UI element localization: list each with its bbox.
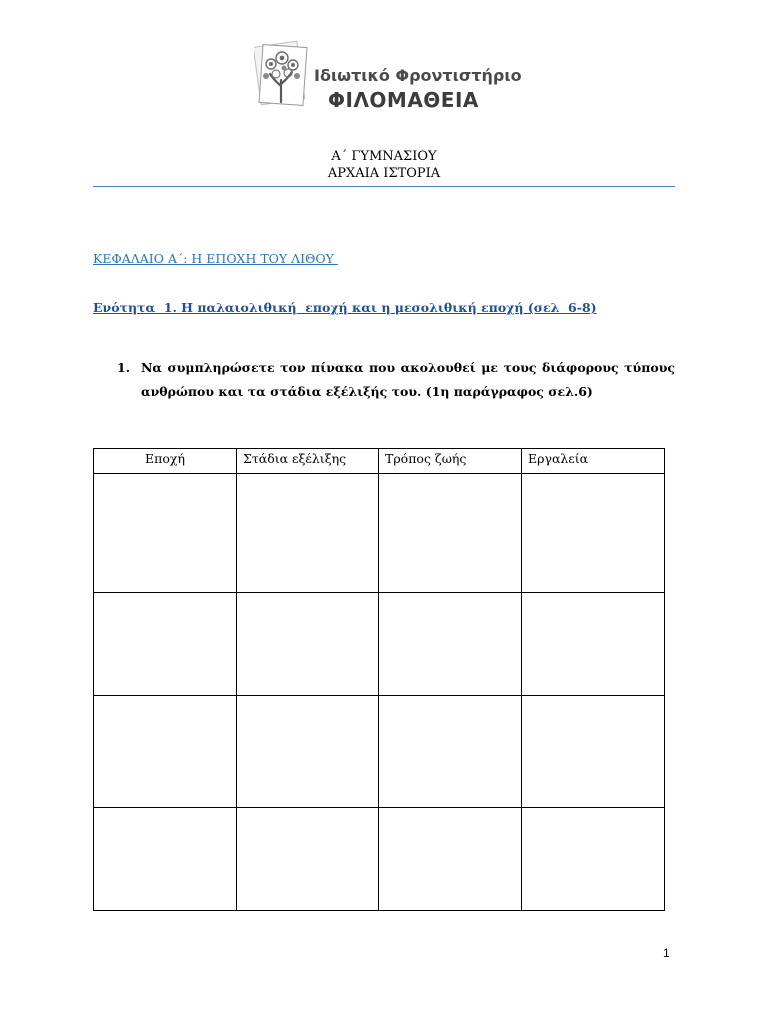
- logo-subtitle: Ιδιωτικό Φροντιστήριο: [314, 66, 522, 85]
- table-header-row: [94, 449, 665, 474]
- grade-label: Α΄ ΓΥΜΝΑΣΙΟΥ: [331, 149, 437, 164]
- column-header-stages: Στάδια εξέλιξης: [237, 449, 379, 474]
- table-cell[interactable]: [237, 474, 379, 593]
- logo-title: ΦΙΛΟΜΑΘΕΙΑ: [328, 88, 479, 112]
- document-header: [93, 148, 675, 182]
- table-cell[interactable]: [94, 593, 237, 696]
- table-cell[interactable]: [522, 808, 665, 911]
- column-header-lifestyle: Τρόπος ζωής: [379, 449, 522, 474]
- task-instruction: Να συμπληρώσετε τον πίνακα που ακολουθεί με τους διάφορους τύπους ανθρώπου και τα στάδια εξέλιξής του. (1η παράγραφος σελ.6): [141, 360, 675, 399]
- table-cell[interactable]: [237, 593, 379, 696]
- chapter-heading: ΚΕΦΑΛΑΙΟ Α΄: Η ΕΠΟΧΗ ΤΟΥ ΛΙΘΟΥ: [93, 251, 338, 266]
- table-cell[interactable]: [522, 696, 665, 808]
- table-cell[interactable]: [237, 696, 379, 808]
- section-heading: Ενότητα 1. Η παλαιολιθική εποχή και η μεσολιθική εποχή (σελ 6-8): [93, 300, 597, 315]
- table-cell[interactable]: [237, 808, 379, 911]
- table-cell[interactable]: [94, 474, 237, 593]
- table-cell[interactable]: [379, 696, 522, 808]
- subject-label: ΑΡΧΑΙΑ ΙΣΤΟΡΙΑ: [327, 166, 441, 181]
- table-cell[interactable]: [522, 474, 665, 593]
- column-header-epoch: Εποχή: [94, 449, 237, 474]
- table-row: [94, 593, 665, 696]
- table-cell[interactable]: [522, 593, 665, 696]
- logo: [254, 40, 524, 112]
- tree-logo-icon: [254, 40, 310, 108]
- page-number: 1: [663, 946, 670, 960]
- table-row: [94, 696, 665, 808]
- table-cell[interactable]: [379, 593, 522, 696]
- task-number: 1.: [117, 360, 131, 375]
- column-header-tools: Εργαλεία: [522, 449, 665, 474]
- table-cell[interactable]: [94, 808, 237, 911]
- table-row: [94, 808, 665, 911]
- header-divider: [93, 186, 675, 187]
- table-cell[interactable]: [379, 474, 522, 593]
- table-cell[interactable]: [94, 696, 237, 808]
- worksheet-table: [93, 448, 665, 911]
- table-cell[interactable]: [379, 808, 522, 911]
- table-row: [94, 474, 665, 593]
